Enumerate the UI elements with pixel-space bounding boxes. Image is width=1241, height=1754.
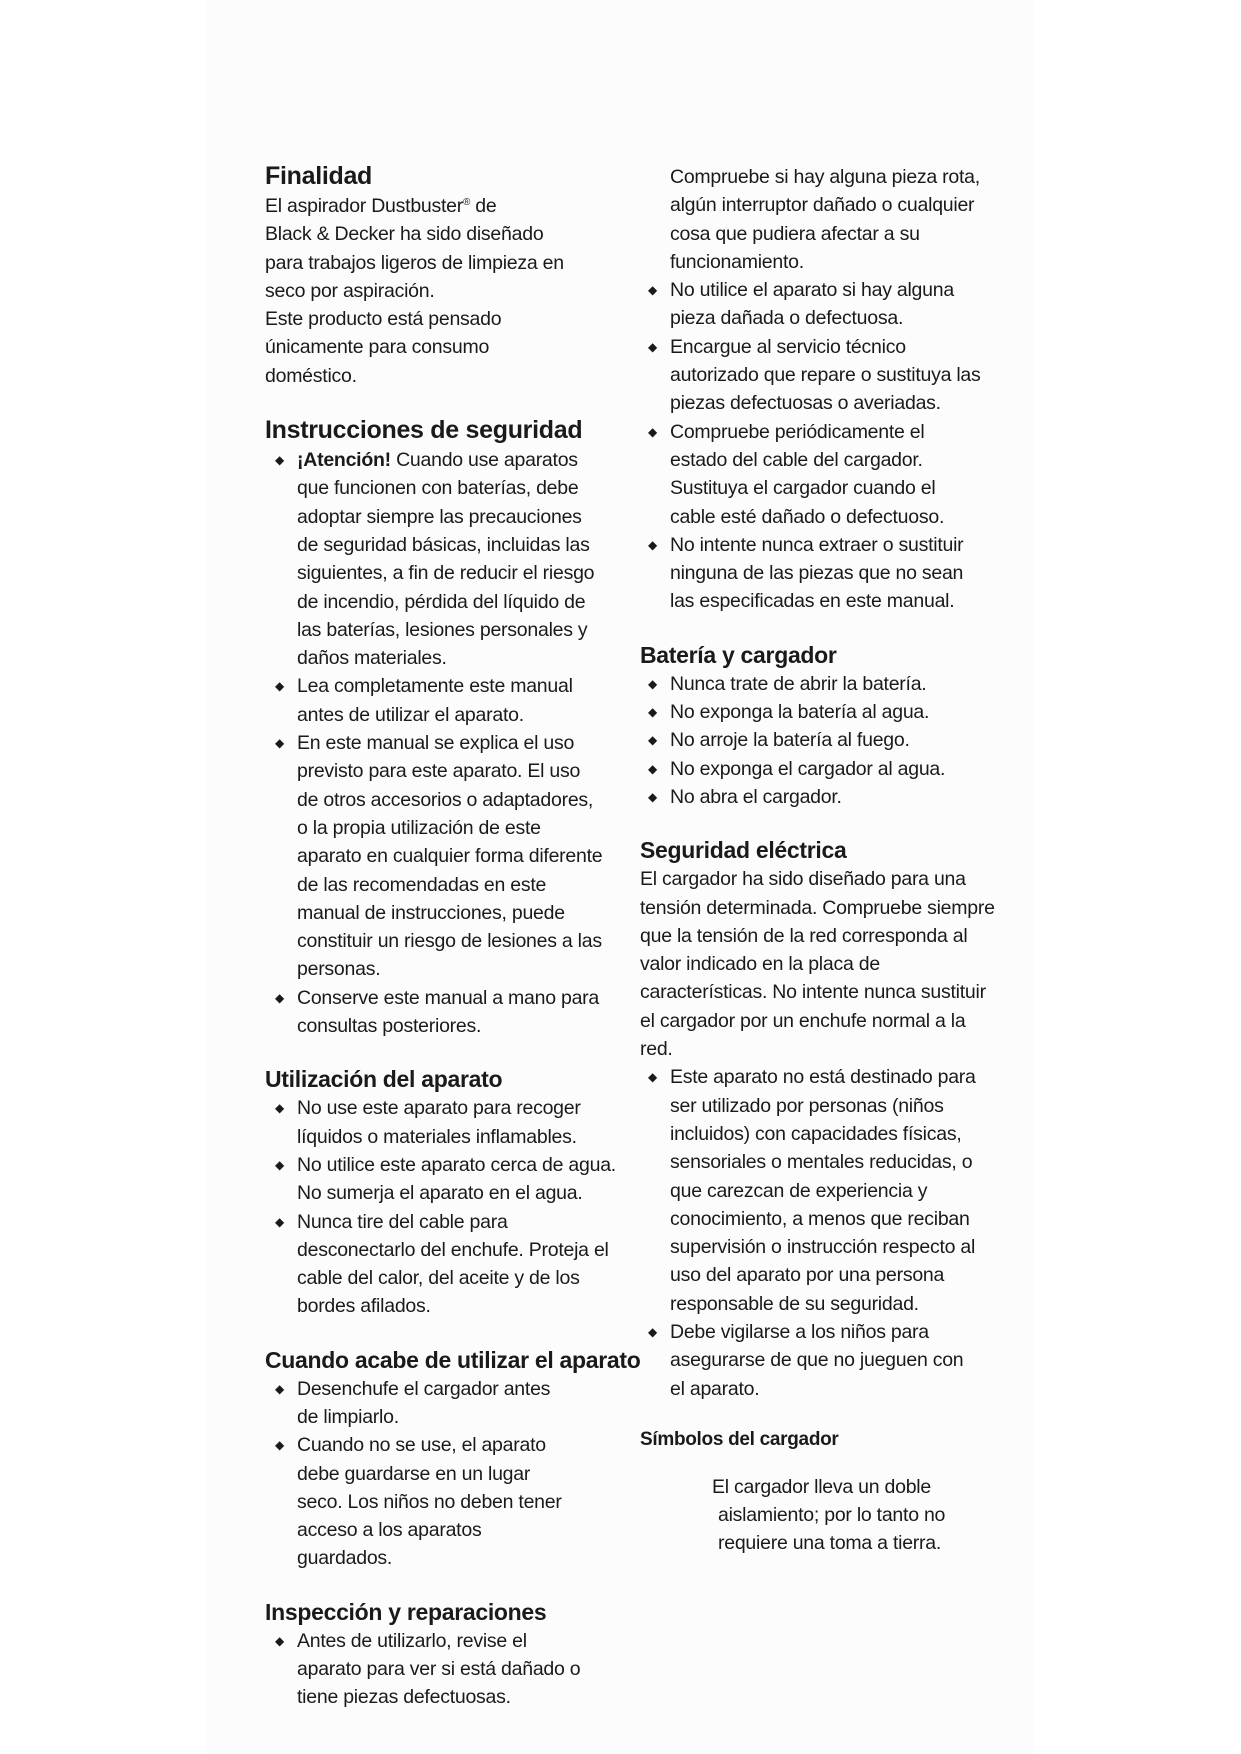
- list-item: ◆ Nunca tire del cable para desconectarlo del enchufe. Proteja el cable del calor, del aceite y de los bordes afilados.: [265, 1208, 620, 1321]
- section-inspeccion-cont: [640, 163, 1005, 616]
- heading-electrica: Seguridad eléctrica: [640, 837, 847, 864]
- heading-finalidad: Finalidad: [265, 162, 373, 190]
- list-item: ◆ No intente nunca extraer o sustituir ninguna de las piezas que no sean las especificadas en este manual.: [640, 531, 985, 616]
- list-item: ◆ Conserve este manual a mano para consultas posteriores.: [265, 984, 605, 1041]
- cuando-acabe-list: [265, 1375, 565, 1573]
- heading-simbolos: Símbolos del cargador: [640, 1428, 839, 1450]
- list-item: ◆ Este aparato no está destinado para ser utilizado por personas (niños incluidos) con capacidades físicas, sensoriales o mentales reducidas, o que carezcan de experiencia y conocimiento, a menos que reciban supervisión o instrucción respecto al uso del aparato por una persona responsable de su seguridad.: [640, 1063, 980, 1318]
- list-item: ◆ Lea completamente este manual antes de utilizar el aparato.: [265, 672, 605, 729]
- atencion-label: ¡Atención!: [297, 449, 391, 472]
- simbolos-line-3: requiere una toma a tierra.: [718, 1532, 942, 1555]
- list-item: ◆ Debe vigilarse a los niños para asegurarse de que no jueguen con el aparato.: [640, 1318, 970, 1403]
- section-simbolos: [640, 1427, 1005, 1558]
- list-item: ◆ No exponga el cargador al agua.: [640, 755, 1005, 783]
- section-utilizacion: [265, 1064, 625, 1320]
- simbolos-line-1: El cargador lleva un doble: [712, 1475, 931, 1498]
- simbolos-text: [712, 1473, 1005, 1558]
- list-item: ◆ Desenchufe el cargador antes de limpiarlo.: [265, 1375, 565, 1432]
- section-cuando-acabe: [265, 1345, 641, 1573]
- section-finalidad: [265, 160, 625, 390]
- finalidad-body-1: Black & Decker ha sido diseñado para trabajos ligeros de limpieza en seco por aspiración.: [265, 223, 564, 302]
- section-bateria: [640, 640, 1005, 811]
- list-item: ◆ En este manual se explica el uso previsto para este aparato. El uso de otros accesorios o adaptadores, o la propia utilización de este aparato en cualquier forma diferente de las recomendadas en este manual de instrucciones, puede constituir un riesgo de lesiones a las personas.: [265, 729, 605, 984]
- inspeccion-list: [265, 1627, 595, 1712]
- inspeccion-continuation: Compruebe si hay alguna pieza rota, algún interruptor dañado o cualquier cosa que pudiera afectar a su funcionamiento.: [670, 166, 980, 273]
- inspeccion-list-2: [640, 276, 985, 616]
- list-item: ◆ No exponga la batería al agua.: [640, 698, 1005, 726]
- list-item: ◆ Cuando no se use, el aparato debe guardarse en un lugar seco. Los niños no deben tener acceso a los aparatos guardados.: [265, 1431, 565, 1572]
- utilizacion-list: [265, 1094, 620, 1320]
- list-item: ◆ Nunca trate de abrir la batería.: [640, 670, 1005, 698]
- section-electrica: [640, 835, 1005, 1403]
- list-item: ◆ Antes de utilizarlo, revise el aparato para ver si está dañado o tiene piezas defectuosas.: [265, 1627, 595, 1712]
- heading-utilizacion: Utilización del aparato: [265, 1066, 503, 1093]
- seguridad-list: [265, 446, 605, 1040]
- list-item: ◆ No use este aparato para recoger líquidos o materiales inflamables.: [265, 1094, 620, 1151]
- heading-cuando-acabe: Cuando acabe de utilizar el aparato: [265, 1346, 641, 1373]
- list-item: ◆ No utilice el aparato si hay alguna pieza dañada o defectuosa.: [640, 276, 985, 333]
- list-item: ◆ Compruebe periódicamente el estado del cable del cargador. Sustituya el cargador cuando el cable esté dañado o defectuoso.: [640, 418, 960, 531]
- list-item: ◆ No utilice este aparato cerca de agua. No sumerja el aparato en el agua.: [265, 1151, 620, 1208]
- electrica-body: El cargador ha sido diseñado para una tensión determinada. Compruebe siempre que la tensión de la red corresponda al valor indicado en la placa de características. No intente nunca sustituir el cargador por un enchufe normal a la red.: [640, 868, 995, 1061]
- heading-inspeccion: Inspección y reparaciones: [265, 1598, 547, 1625]
- registered-mark: ®: [463, 197, 471, 208]
- section-seguridad: [265, 414, 625, 1040]
- electrica-list: [640, 1063, 980, 1403]
- list-item: ◆ No abra el cargador.: [640, 783, 1005, 811]
- finalidad-body-2: Este producto está pensado únicamente para consumo doméstico.: [265, 308, 502, 387]
- heading-bateria: Batería y cargador: [640, 641, 837, 668]
- heading-seguridad: Instrucciones de seguridad: [265, 416, 583, 445]
- finalidad-first-line: El aspirador Dustbuster® de: [265, 195, 497, 217]
- bateria-list: [640, 670, 1005, 811]
- right-column: [640, 163, 1005, 1558]
- simbolos-line-2: aislamiento; por lo tanto no: [718, 1504, 946, 1527]
- list-item: ◆ No arroje la batería al fuego.: [640, 726, 1005, 754]
- section-inspeccion: [265, 1597, 625, 1712]
- list-item: ◆ ¡Atención! Cuando use aparatos que funcionen con baterías, debe adoptar siempre las precauciones de seguridad básicas, incluidas las siguientes, a fin de reducir el riesgo de incendio, pérdida del líquido de las baterías, lesiones personales y daños materiales.: [265, 446, 605, 672]
- list-item: ◆ Encargue al servicio técnico autorizado que repare o sustituya las piezas defectuosas o averiadas.: [640, 333, 985, 418]
- left-column: [265, 160, 641, 1712]
